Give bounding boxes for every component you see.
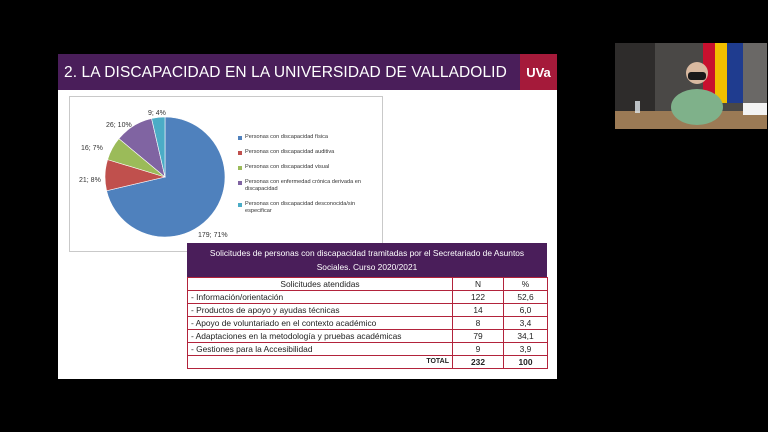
webcam-scene <box>615 43 767 129</box>
legend-item <box>238 179 378 193</box>
legend-item <box>238 134 378 141</box>
row-percent: 34,1 <box>504 330 548 343</box>
webcam-video <box>615 43 767 129</box>
row-n: 8 <box>453 317 504 330</box>
slide-title: 2. LA DISCAPACIDAD EN LA UNIVERSIDAD DE VALLADOLID <box>64 64 507 81</box>
header-solicitudes: Solicitudes atendidas <box>188 278 453 291</box>
presentation-slide <box>58 54 557 379</box>
legend-item <box>238 149 378 156</box>
uva-logo: UVa <box>520 54 557 90</box>
row-label: - Información/orientación <box>188 291 453 304</box>
legend-swatch <box>238 151 242 155</box>
header-percent: % <box>504 278 548 291</box>
table-caption: Solicitudes de personas con discapacidad tramitadas por el Secretariado de Asuntos Sociales. Curso 2020/2021 <box>187 243 547 277</box>
pie-data-label: 9; 4% <box>148 110 166 117</box>
total-label: TOTAL <box>188 356 453 369</box>
pie-chart <box>69 96 383 252</box>
row-label: - Adaptaciones en la metodología y pruebas académicas <box>188 330 453 343</box>
slide-title-bar <box>58 54 557 90</box>
table-row <box>188 291 548 304</box>
row-label: - Productos de apoyo y ayudas técnicas <box>188 304 453 317</box>
table-row <box>188 343 548 356</box>
row-n: 9 <box>453 343 504 356</box>
chart-legend <box>238 134 378 223</box>
table-header-row <box>188 278 548 291</box>
row-n: 122 <box>453 291 504 304</box>
legend-item <box>238 201 378 215</box>
row-percent: 3,9 <box>504 343 548 356</box>
row-label: - Gestiones para la Accesibilidad <box>188 343 453 356</box>
legend-label: Personas con enfermedad crónica derivada en discapacidad <box>245 179 361 192</box>
row-percent: 52,6 <box>504 291 548 304</box>
legend-swatch <box>238 136 242 140</box>
table-row <box>188 330 548 343</box>
pie-data-label: 179; 71% <box>198 232 228 239</box>
legend-label: Personas con discapacidad auditiva <box>245 149 335 155</box>
total-percent: 100 <box>504 356 548 369</box>
legend-swatch <box>238 166 242 170</box>
table-row <box>188 304 548 317</box>
row-label: - Apoyo de voluntariado en el contexto académico <box>188 317 453 330</box>
pie-data-label: 16; 7% <box>81 145 103 152</box>
legend-label: Personas con discapacidad desconocida/sin especificar <box>245 201 356 214</box>
row-n: 14 <box>453 304 504 317</box>
table-row <box>188 317 548 330</box>
total-n: 232 <box>453 356 504 369</box>
header-n: N <box>453 278 504 291</box>
legend-swatch <box>238 181 242 185</box>
legend-label: Personas con discapacidad visual <box>245 164 330 170</box>
legend-item <box>238 164 378 171</box>
pie-data-label: 26; 10% <box>106 122 132 129</box>
requests-table <box>187 243 547 369</box>
row-percent: 3,4 <box>504 317 548 330</box>
legend-swatch <box>238 203 242 207</box>
pie-data-label: 21; 8% <box>79 177 101 184</box>
legend-label: Personas con discapacidad física <box>245 134 329 140</box>
row-percent: 6,0 <box>504 304 548 317</box>
table-total-row <box>188 356 548 369</box>
row-n: 79 <box>453 330 504 343</box>
